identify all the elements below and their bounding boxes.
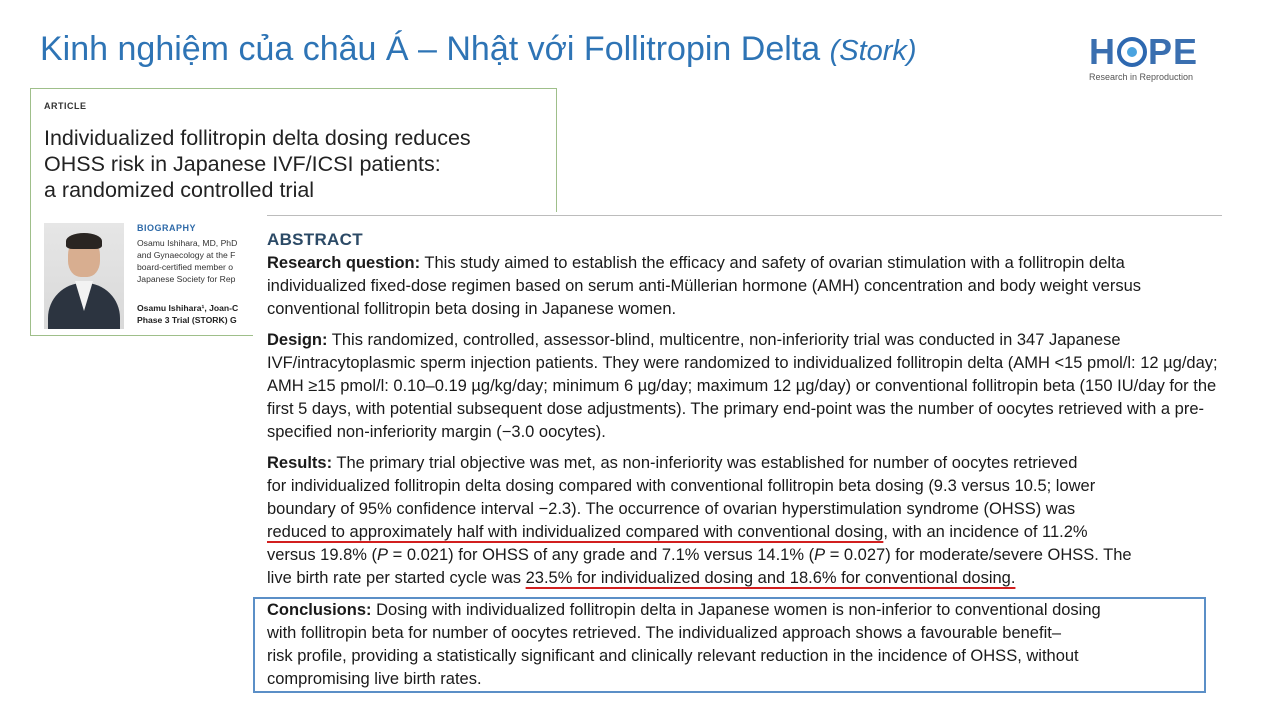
slide-title	[40, 30, 917, 69]
logo-tagline: Research in Reproduction	[1089, 72, 1194, 82]
results-text: = 0.021) for OHSS of any grade and 7.1% versus 14.1% (	[388, 546, 815, 564]
highlighted-live-birth-finding: 23.5% for individualized dosing and 18.6% for conventional dosing.	[525, 569, 1016, 587]
abstract-panel	[253, 212, 1228, 592]
biography-label: BIOGRAPHY	[137, 223, 197, 233]
research-question-label: Research question:	[267, 254, 421, 272]
bio-line: Osamu Ishihara, MD, PhD	[137, 238, 238, 248]
bio-line: Japanese Society for Rep	[137, 274, 236, 284]
abstract-heading: ABSTRACT	[267, 230, 363, 249]
article-title	[44, 125, 554, 203]
design-label: Design:	[267, 331, 328, 349]
results-text: , with an incidence of 11.2%	[883, 523, 1088, 541]
results-text: live birth rate per started cycle was	[267, 569, 526, 587]
conclusions-label: Conclusions:	[267, 601, 372, 619]
hope-logo	[1089, 31, 1204, 82]
design-paragraph	[267, 329, 1222, 444]
results-text: boundary of 95% confidence interval −2.3). The occurrence of ovarian hyperstimulation syndrome (OHSS) was	[267, 500, 1076, 518]
design-text: This randomized, controlled, assessor-blind, multicentre, non-inferiority trial was conducted in 347 Japanese IVF/intracytoplasmic sperm injection patients. They were randomized to individualized follitropin delta (AMH <15 pmol/l: 12 µg/day; AMH ≥15 pmol/l: 0.10–0.19 µg/kg/day; minimum 6 µg/day; maximum 12 µg/day) or conventional follitropin beta (150 IU/day for the first 5 days, with potential subsequent dose adjustments). The primary end-point was the number of oocytes retrieved with a pre-specified non-inferiority margin (−3.0 oocytes).	[267, 331, 1218, 441]
conclusions-text: compromising live birth rates.	[267, 670, 482, 688]
results-label: Results:	[267, 454, 333, 472]
author-line: Phase 3 Trial (STORK) G	[137, 315, 237, 325]
bio-line: and Gynaecology at the F	[137, 250, 236, 260]
slide-title-main: Kinh nghiệm của châu Á – Nhật với Follitropin Delta	[40, 30, 830, 68]
highlighted-ohss-finding: reduced to approximately half with individualized compared with conventional dosing	[267, 523, 884, 541]
article-label: ARTICLE	[44, 101, 87, 111]
p-symbol: P	[377, 546, 389, 564]
research-question-text: This study aimed to establish the efficacy and safety of ovarian stimulation with a follitropin delta individualized fixed-dose regimen based on serum anti-Müllerian hormone (AMH) concentration and body weight versus conventional follitropin beta dosing in Japanese women.	[267, 254, 1142, 318]
results-text: for individualized follitropin delta dosing compared with conventional follitropin beta dosing (9.3 versus 10.5; lower	[267, 477, 1096, 495]
research-question-paragraph	[267, 252, 1222, 321]
results-text: = 0.027) for moderate/severe OHSS. The	[825, 546, 1132, 564]
conclusions-text: risk profile, providing a statistically significant and clinically relevant reduction in the incidence of OHSS, without	[267, 647, 1079, 665]
article-title-line: Individualized follitropin delta dosing reduces	[44, 126, 471, 150]
logo-letters-pe: PE	[1148, 31, 1199, 72]
logo-letter-h: H	[1089, 31, 1116, 72]
conclusions-box	[253, 597, 1206, 693]
results-text: The primary trial objective was met, as non-inferiority was established for number of oocytes retrieved	[332, 454, 1078, 472]
p-symbol: P	[814, 546, 826, 564]
author-portrait	[44, 223, 124, 329]
article-title-line: a randomized controlled trial	[44, 178, 315, 202]
divider	[267, 215, 1222, 216]
logo-wordmark	[1089, 31, 1204, 72]
bio-line: board-certified member o	[137, 262, 234, 272]
results-paragraph	[267, 452, 1222, 590]
author-line: Osamu Ishihara¹, Joan-C	[137, 303, 239, 313]
eye-icon	[1117, 37, 1147, 67]
article-title-line: OHSS risk in Japanese IVF/ICSI patients:	[44, 152, 441, 176]
conclusions-paragraph	[267, 599, 1197, 691]
conclusions-text: with follitropin beta for number of oocytes retrieved. The individualized approach shows a favourable benefit–	[267, 624, 1061, 642]
slide-title-italic: (Stork)	[829, 35, 917, 67]
conclusions-text: Dosing with individualized follitropin delta in Japanese women is non-inferior to conventional dosing	[371, 601, 1101, 619]
results-text: versus 19.8% (	[267, 546, 378, 564]
